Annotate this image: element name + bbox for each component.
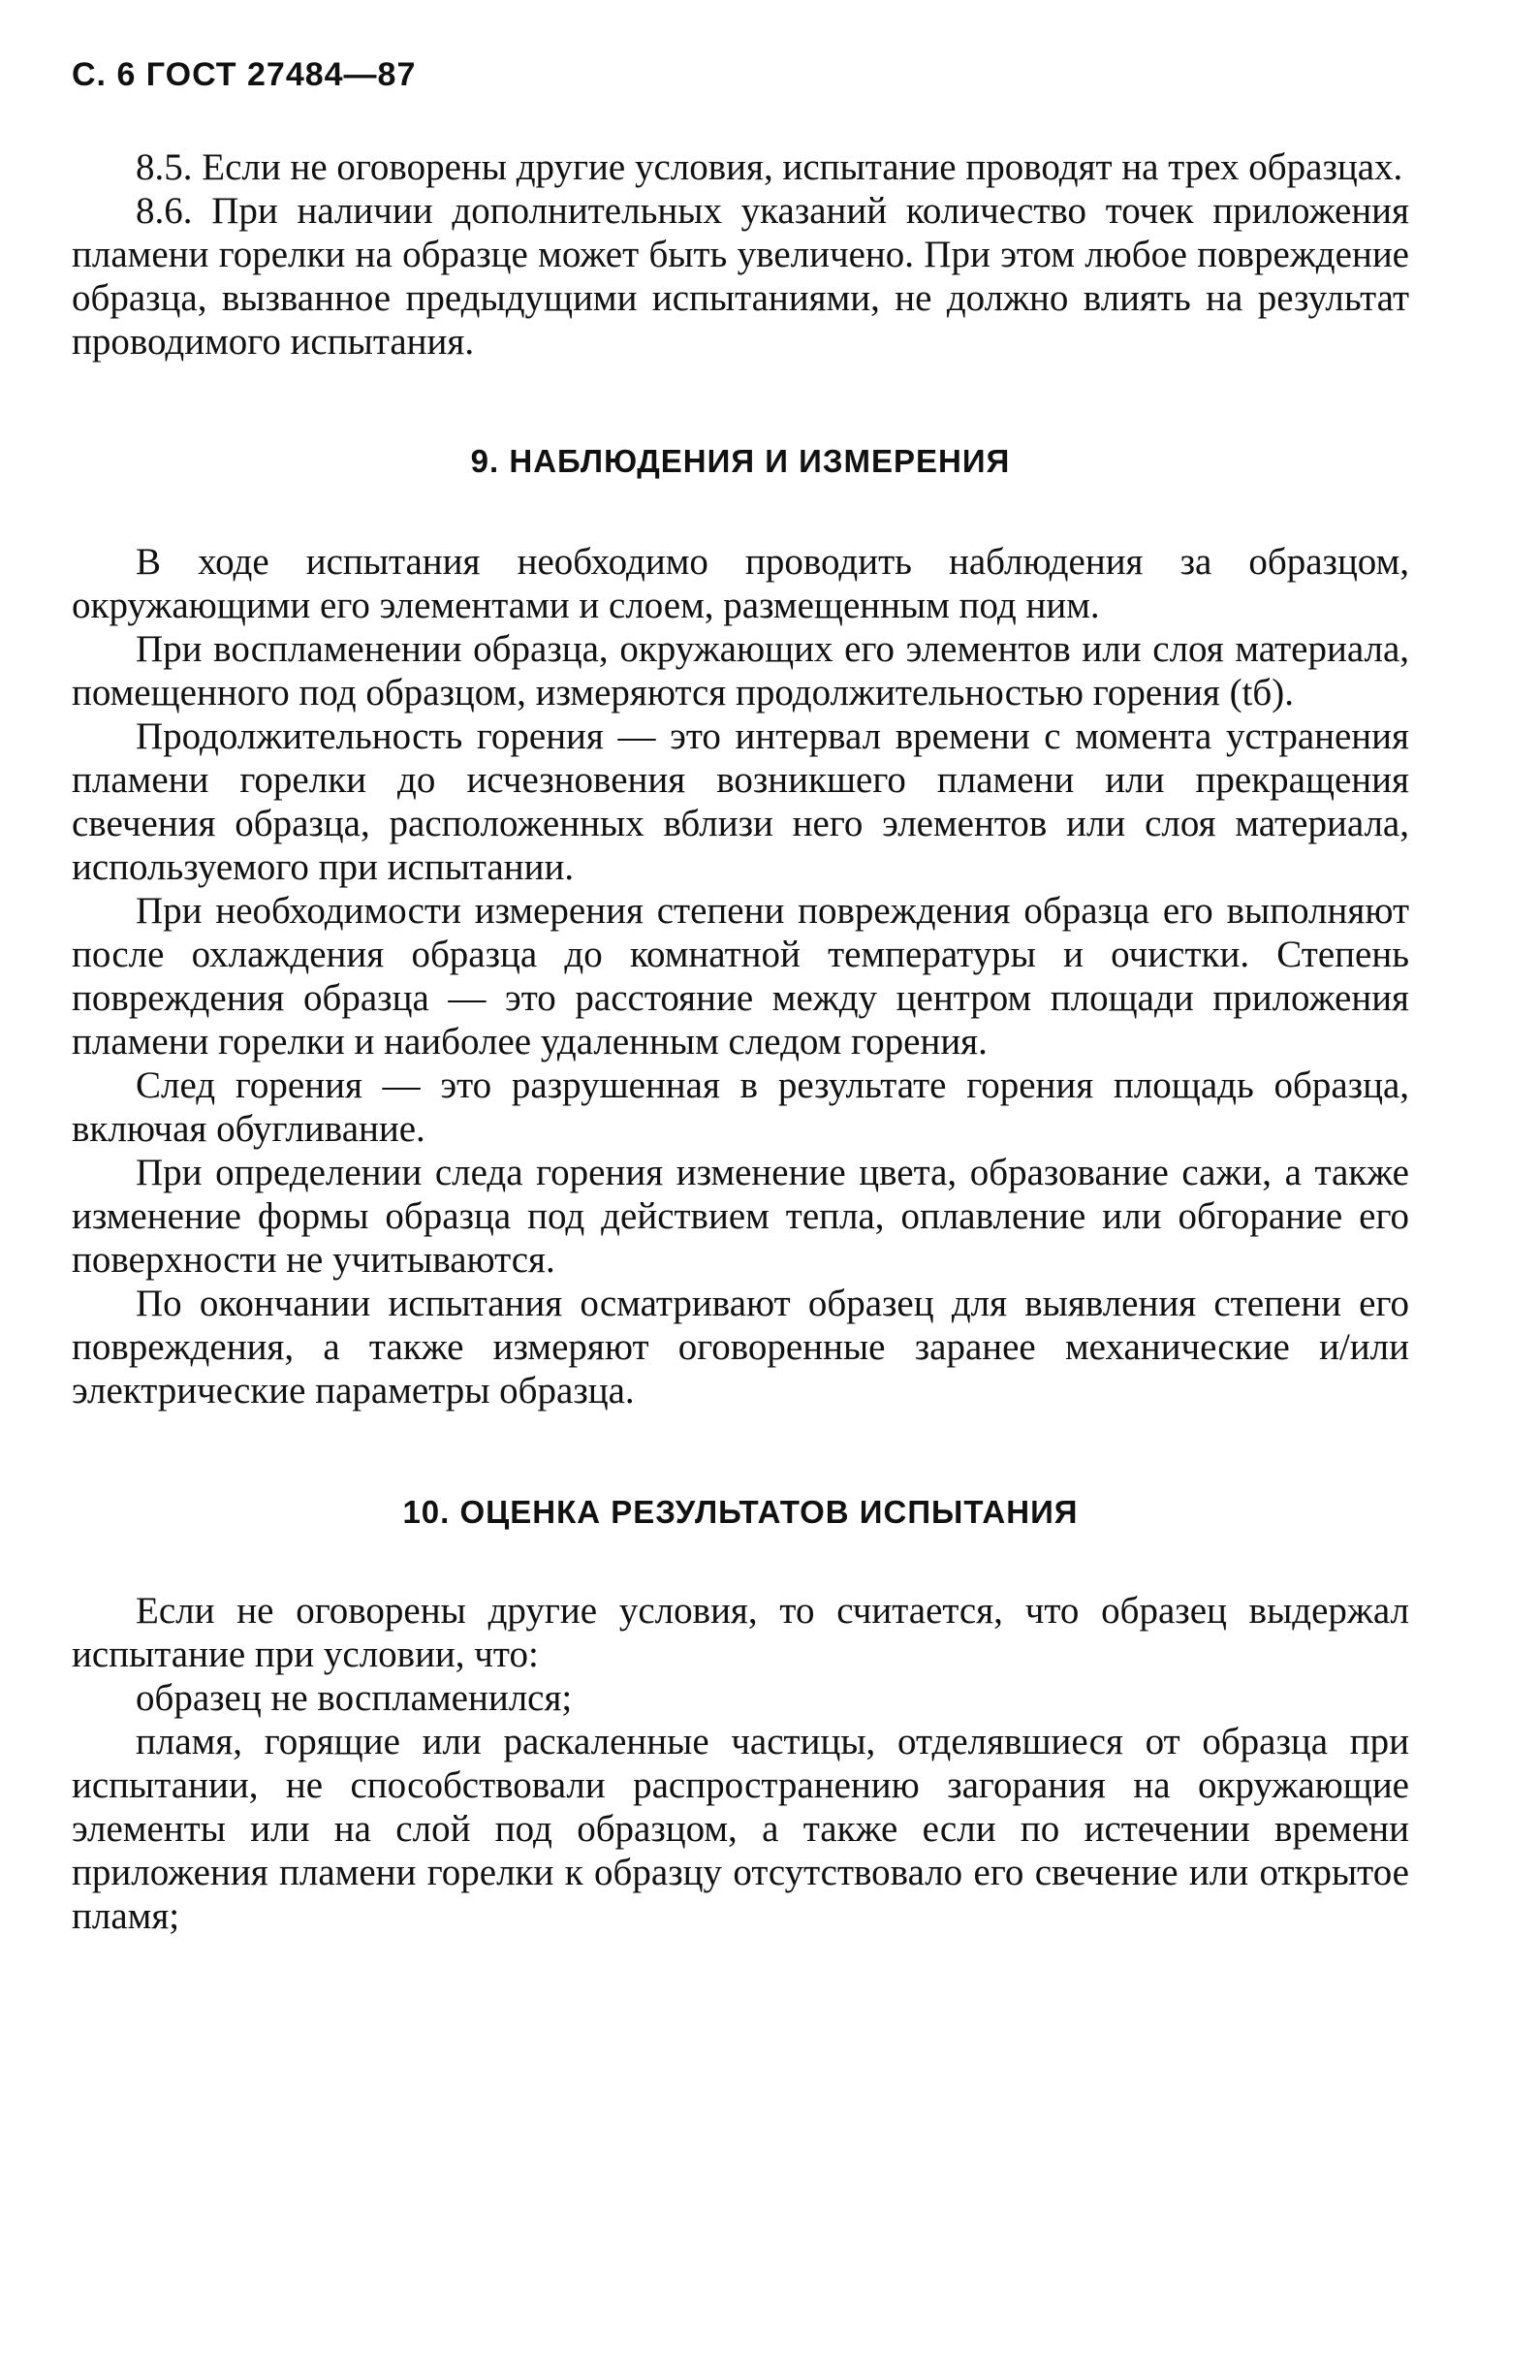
section-10-paragraph: пламя, горящие или раскаленные частицы, отделявшиеся от образца при испытании, не способствовали распространению загорания на окружающие элементы или на слой под образцом, а также если по истечении времени приложения пламени горелки к образцу отсутствовало его свечение или открытое пламя;	[72, 1721, 1409, 1937]
paragraph-8-5: 8.5. Если не оговорены другие условия, испытание проводят на трех образцах.	[136, 146, 1403, 188]
section-10-title: 10. ОЦЕНКА РЕЗУЛЬТАТОВ ИСПЫТАНИЯ	[402, 1494, 1079, 1530]
page-body	[72, 145, 1409, 1938]
section-9-paragraph: В ходе испытания необходимо проводить наблюдения за образцом, окружающими его элементами и слоем, размещенным под ним.	[72, 541, 1409, 626]
section-9-paragraph: По окончании испытания осматривают образец для выявления степени его повреждения, а также измеряют оговоренные заранее механические и/или электрические параметры образца.	[72, 1283, 1409, 1412]
section-10-paragraph: Если не оговорены другие условия, то считается, что образец выдержал испытание при условии, что:	[72, 1590, 1409, 1675]
section-9-paragraph: Продолжительность горения — это интервал времени с момента устранения пламени горелки до исчезновения возникшего пламени или прекращения свечения образца, расположенных вблизи него элементов или слоя материала, используемого при испытании.	[72, 715, 1409, 888]
paragraph-8-6: 8.6. При наличии дополнительных указаний количество точек приложения пламени горелки на образце может быть увеличено. При этом любое повреждение образца, вызванное предыдущими испытаниями, не должно влиять на результат проводимого испытания.	[72, 190, 1409, 363]
section-9-paragraph: След горения — это разрушенная в результате горения площадь образца, включая обугливание.	[72, 1064, 1409, 1150]
page-header: С. 6 ГОСТ 27484—87	[72, 56, 417, 93]
section-10-paragraph: образец не воспламенился;	[136, 1677, 573, 1719]
section-9-paragraph: При определении следа горения изменение цвета, образование сажи, а также изменение формы образца под действием тепла, оплавление или обгорание его поверхности не учитываются.	[72, 1152, 1409, 1281]
section-9-paragraph: При воспламенении образца, окружающих его элементов или слоя материала, помещенного под образцом, измеряются продолжительностью горения (tб).	[72, 628, 1409, 714]
section-9-title: 9. НАБЛЮДЕНИЯ И ИЗМЕРЕНИЯ	[470, 443, 1011, 479]
section-9-paragraph: При необходимости измерения степени повреждения образца его выполняют после охлаждения образца до комнатной температуры и очистки. Степень повреждения образца — это расстояние между центром площади приложения пламени горелки и наиболее удаленным следом горения.	[72, 890, 1409, 1063]
